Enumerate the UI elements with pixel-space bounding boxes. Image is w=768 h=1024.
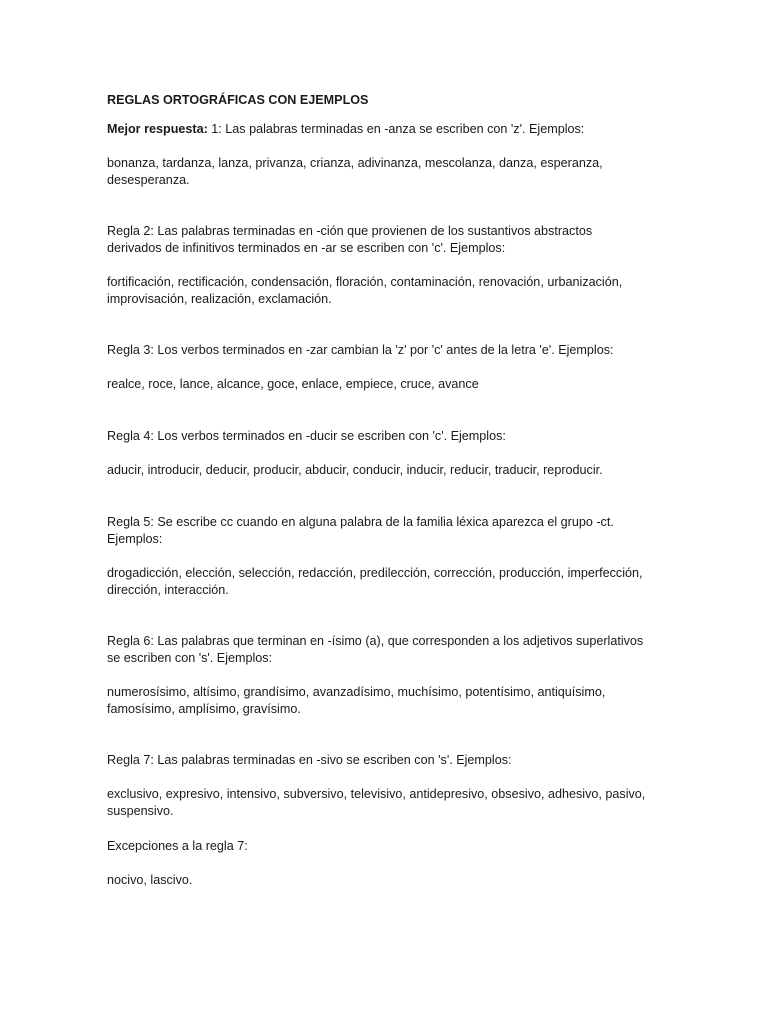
best-answer-label: Mejor respuesta: bbox=[107, 122, 208, 136]
examples-rule-2: fortificación, rectificación, condensación, floración, contaminación, renovación, urbanización, improvisación, realización, exclamación. bbox=[107, 275, 623, 306]
rule-1-text: 1: Las palabras terminadas en -anza se escriben con 'z'. Ejemplos: bbox=[207, 122, 585, 136]
rule-2-text: Regla 2: Las palabras terminadas en -ción que provienen de los sustantivos abstractos derivados de infinitivos terminados en -ar se escriben con 'c'. Ejemplos: bbox=[107, 224, 593, 255]
rule-3-text: Regla 3: Los verbos terminados en -zar cambian la 'z' por 'c' antes de la letra 'e'. Ejemplos: bbox=[107, 343, 614, 357]
document-title: REGLAS ORTOGRÁFICAS CON EJEMPLOS bbox=[107, 93, 369, 107]
exceptions-examples: nocivo, lascivo. bbox=[107, 873, 193, 887]
exceptions-heading: Excepciones a la regla 7: bbox=[107, 839, 248, 853]
examples-rule-7: exclusivo, expresivo, intensivo, subversivo, televisivo, antidepresivo, obsesivo, adhesivo, pasivo, suspensivo. bbox=[107, 787, 646, 818]
rule-4-text: Regla 4: Los verbos terminados en -ducir se escriben con 'c'. Ejemplos: bbox=[107, 429, 506, 443]
examples-rule-3: realce, roce, lance, alcance, goce, enlace, empiece, cruce, avance bbox=[107, 377, 479, 391]
rule-7-text: Regla 7: Las palabras terminadas en -sivo se escriben con 's'. Ejemplos: bbox=[107, 753, 512, 767]
examples-rule-1: bonanza, tardanza, lanza, privanza, crianza, adivinanza, mescolanza, danza, esperanza, desesperanza. bbox=[107, 156, 603, 187]
examples-rule-5: drogadicción, elección, selección, redacción, predilección, corrección, producción, imperfección, dirección, interacción. bbox=[107, 566, 643, 597]
examples-rule-6: numerosísimo, altísimo, grandísimo, avanzadísimo, muchísimo, potentísimo, antiquísimo, famosísimo, amplísimo, gravísimo. bbox=[107, 685, 606, 716]
rule-5-text: Regla 5: Se escribe cc cuando en alguna palabra de la familia léxica aparezca el grupo -ct. Ejemplos: bbox=[107, 515, 614, 546]
rule-6-text: Regla 6: Las palabras que terminan en -ísimo (a), que corresponden a los adjetivos superlativos se escriben con 's'. Ejemplos: bbox=[107, 634, 644, 665]
examples-rule-4: aducir, introducir, deducir, producir, abducir, conducir, inducir, reducir, traducir, reproducir. bbox=[107, 463, 603, 477]
intro-paragraph bbox=[107, 121, 647, 138]
